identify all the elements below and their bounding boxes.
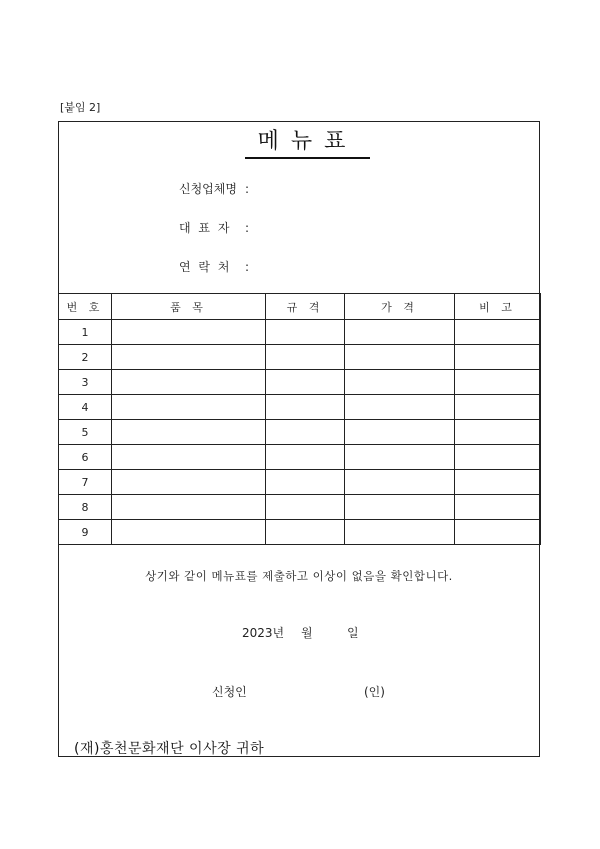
contact-colon: : (245, 260, 250, 274)
item-cell[interactable] (112, 420, 266, 445)
price-cell[interactable] (345, 520, 455, 545)
table-row (59, 320, 541, 345)
spec-cell[interactable] (266, 370, 345, 395)
menu-table (58, 293, 541, 545)
table-row (59, 345, 541, 370)
item-cell[interactable] (112, 370, 266, 395)
price-cell[interactable] (345, 495, 455, 520)
date-year: 2023년 (242, 626, 285, 640)
date-day: 일 (347, 626, 359, 640)
price-cell[interactable] (345, 395, 455, 420)
table-header-row (59, 294, 541, 320)
representative-row (179, 219, 249, 236)
price-cell[interactable] (345, 420, 455, 445)
table-row (59, 395, 541, 420)
spec-cell[interactable] (266, 395, 345, 420)
price-cell[interactable] (345, 370, 455, 395)
seal-label: (인) (364, 685, 385, 699)
company-name-colon: : (245, 182, 250, 196)
row-number: 8 (59, 495, 112, 520)
date-month: 월 (301, 626, 313, 640)
spec-cell[interactable] (266, 320, 345, 345)
table-row (59, 520, 541, 545)
spec-cell[interactable] (266, 420, 345, 445)
item-cell[interactable] (112, 520, 266, 545)
item-cell[interactable] (112, 495, 266, 520)
confirmation-text: 상기와 같이 메뉴표를 제출하고 이상이 없음을 확인합니다. (145, 569, 453, 583)
table-row (59, 445, 541, 470)
attachment-label: [붙임 2] (60, 101, 101, 114)
item-cell[interactable] (112, 320, 266, 345)
row-number: 4 (59, 395, 112, 420)
spec-cell[interactable] (266, 345, 345, 370)
spec-cell[interactable] (266, 520, 345, 545)
note-cell[interactable] (455, 345, 541, 370)
table-row (59, 495, 541, 520)
note-cell[interactable] (455, 445, 541, 470)
table-row (59, 470, 541, 495)
representative-colon: : (245, 221, 250, 235)
table-row (59, 420, 541, 445)
row-number: 9 (59, 520, 112, 545)
company-name-label: 신청업체명 (179, 182, 237, 196)
item-cell[interactable] (112, 470, 266, 495)
spec-cell[interactable] (266, 495, 345, 520)
spec-cell[interactable] (266, 445, 345, 470)
row-number: 3 (59, 370, 112, 395)
row-number: 1 (59, 320, 112, 345)
price-cell[interactable] (345, 320, 455, 345)
item-cell[interactable] (112, 395, 266, 420)
applicant-label: 신청인 (212, 685, 247, 699)
header-number: 번 호 (59, 294, 112, 320)
item-cell[interactable] (112, 445, 266, 470)
header-note: 비 고 (455, 294, 541, 320)
contact-row (179, 258, 249, 275)
row-number: 7 (59, 470, 112, 495)
representative-label: 대 표 자 (179, 221, 232, 235)
contact-label: 연 락 처 (179, 260, 232, 274)
addressee-footer: (재)홍천문화재단 이사장 귀하 (74, 741, 265, 757)
row-number: 5 (59, 420, 112, 445)
page-title: 메뉴표 (245, 124, 370, 159)
note-cell[interactable] (455, 495, 541, 520)
price-cell[interactable] (345, 345, 455, 370)
table-row (59, 370, 541, 395)
note-cell[interactable] (455, 370, 541, 395)
header-spec: 규 격 (266, 294, 345, 320)
item-cell[interactable] (112, 345, 266, 370)
spec-cell[interactable] (266, 470, 345, 495)
note-cell[interactable] (455, 320, 541, 345)
company-name-row (179, 180, 249, 197)
price-cell[interactable] (345, 445, 455, 470)
header-price: 가 격 (345, 294, 455, 320)
row-number: 2 (59, 345, 112, 370)
note-cell[interactable] (455, 520, 541, 545)
note-cell[interactable] (455, 470, 541, 495)
note-cell[interactable] (455, 395, 541, 420)
header-item: 품 목 (112, 294, 266, 320)
note-cell[interactable] (455, 420, 541, 445)
price-cell[interactable] (345, 470, 455, 495)
row-number: 6 (59, 445, 112, 470)
